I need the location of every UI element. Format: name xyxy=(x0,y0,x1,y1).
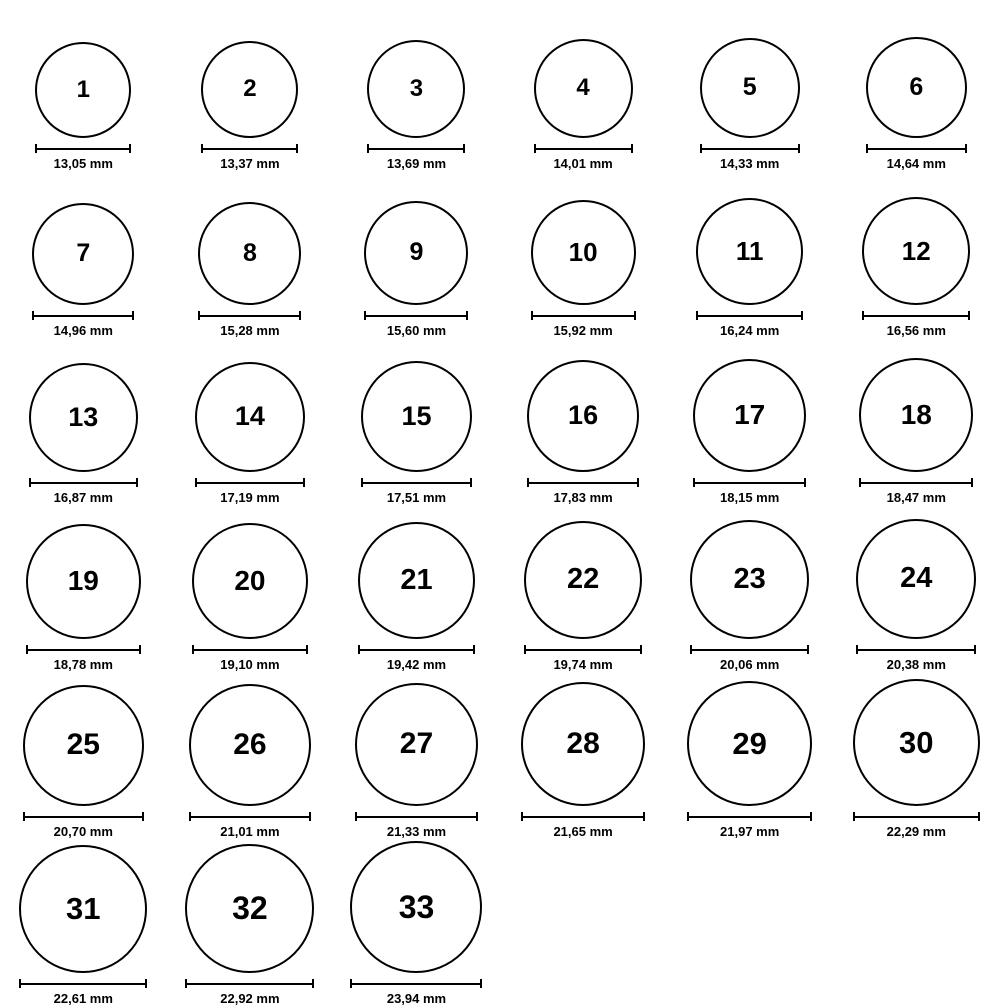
measure-line-icon xyxy=(367,144,465,153)
ring-size-cell[interactable] xyxy=(833,4,1000,171)
diameter-label: 22,29 mm xyxy=(886,823,946,839)
diameter-measure-bar xyxy=(693,478,806,488)
measure-line-icon xyxy=(534,144,633,153)
diameter-measure-bar xyxy=(192,645,308,655)
ring-size-number: 3 xyxy=(409,74,424,102)
diameter-measure-bar xyxy=(853,812,980,822)
measure-line-icon xyxy=(192,645,308,654)
diameter-label: 13,37 mm xyxy=(220,155,280,171)
ring-row xyxy=(0,505,1000,672)
ring-size-number: 20 xyxy=(234,564,266,596)
diameter-label: 21,65 mm xyxy=(553,823,613,839)
ring-size-cell[interactable] xyxy=(0,839,167,1006)
diameter-label: 17,83 mm xyxy=(553,489,613,505)
diameter-label: 19,74 mm xyxy=(553,656,613,672)
diameter-measure-bar xyxy=(521,812,645,822)
ring-row xyxy=(0,4,1000,171)
ring-size-number: 1 xyxy=(76,75,90,103)
measure-line-icon xyxy=(189,812,311,821)
diameter-label: 21,97 mm xyxy=(720,823,780,839)
ring-circle-icon xyxy=(534,39,633,138)
ring-size-cell[interactable] xyxy=(500,171,667,338)
diameter-label: 18,47 mm xyxy=(886,489,946,505)
diameter-measure-bar xyxy=(527,478,639,488)
measure-line-icon xyxy=(853,812,980,821)
ring-size-cell[interactable] xyxy=(833,171,1000,338)
ring-circle-icon xyxy=(524,521,642,639)
measure-line-icon xyxy=(862,311,970,320)
measure-line-icon xyxy=(29,478,138,487)
ring-size-number: 17 xyxy=(734,399,766,431)
ring-circle-wrap xyxy=(195,362,305,472)
diameter-measure-bar xyxy=(364,311,468,321)
diameter-measure-bar xyxy=(26,645,141,655)
ring-circle-icon xyxy=(358,522,475,639)
ring-size-number: 18 xyxy=(900,398,932,430)
measure-line-icon xyxy=(693,478,806,487)
ring-circle-wrap xyxy=(19,845,147,973)
ring-circle-wrap xyxy=(192,523,308,639)
ring-size-cell[interactable] xyxy=(0,171,167,338)
ring-circle-icon xyxy=(700,38,800,138)
diameter-label: 19,42 mm xyxy=(386,656,447,672)
ring-circle-wrap xyxy=(355,683,478,806)
diameter-label: 20,70 mm xyxy=(53,823,113,839)
ring-size-cell[interactable] xyxy=(333,171,500,338)
diameter-label: 14,64 mm xyxy=(886,155,946,171)
diameter-measure-bar xyxy=(185,979,314,989)
ring-circle-icon xyxy=(350,841,482,973)
ring-size-cell[interactable] xyxy=(0,4,167,171)
measure-line-icon xyxy=(201,144,298,153)
diameter-measure-bar xyxy=(696,311,803,321)
diameter-measure-bar xyxy=(700,144,800,154)
ring-circle-icon xyxy=(690,520,809,639)
ring-circle-wrap xyxy=(693,359,806,472)
ring-circle-wrap xyxy=(687,681,812,806)
ring-size-number: 14 xyxy=(234,401,265,432)
ring-size-cell[interactable] xyxy=(0,338,167,505)
ring-circle-wrap xyxy=(29,363,138,472)
ring-circle-icon xyxy=(687,681,812,806)
ring-circle-icon xyxy=(693,359,806,472)
ring-circle-icon xyxy=(185,844,314,973)
empty-cell xyxy=(833,839,1000,1006)
ring-size-number: 30 xyxy=(899,724,934,760)
ring-size-number: 13 xyxy=(68,401,99,432)
diameter-measure-bar xyxy=(531,311,636,321)
diameter-label: 16,56 mm xyxy=(886,322,946,338)
ring-circle-icon xyxy=(859,358,973,472)
ring-circle-icon xyxy=(856,519,976,639)
ring-size-number: 5 xyxy=(742,73,757,102)
empty-cell xyxy=(500,839,667,1006)
ring-size-cell[interactable] xyxy=(500,505,667,672)
ring-size-number: 16 xyxy=(568,400,599,431)
measure-line-icon xyxy=(198,311,301,320)
ring-circle-icon xyxy=(696,198,803,305)
ring-circle-icon xyxy=(198,202,301,305)
ring-circle-wrap xyxy=(201,41,298,138)
ring-size-cell[interactable] xyxy=(333,505,500,672)
ring-circle-icon xyxy=(195,362,305,472)
diameter-measure-bar xyxy=(358,645,475,655)
ring-circle-icon xyxy=(355,683,478,806)
diameter-measure-bar xyxy=(367,144,465,154)
ring-circle-wrap xyxy=(358,522,475,639)
ring-size-cell[interactable] xyxy=(167,672,334,839)
ring-size-cell[interactable] xyxy=(167,338,334,505)
ring-size-number: 24 xyxy=(900,562,933,595)
ring-circle-wrap xyxy=(521,682,645,806)
ring-size-cell[interactable] xyxy=(500,4,667,171)
diameter-measure-bar xyxy=(29,478,138,488)
ring-size-cell[interactable] xyxy=(333,839,500,1006)
ring-circle-wrap xyxy=(524,521,642,639)
diameter-label: 18,15 mm xyxy=(720,489,780,505)
ring-row xyxy=(0,171,1000,338)
ring-circle-wrap xyxy=(198,202,301,305)
diameter-measure-bar xyxy=(690,645,809,655)
ring-circle-icon xyxy=(29,363,138,472)
diameter-label: 17,51 mm xyxy=(386,489,447,505)
ring-size-cell[interactable] xyxy=(833,338,1000,505)
diameter-measure-bar xyxy=(201,144,298,154)
ring-circle-icon xyxy=(521,682,645,806)
diameter-label: 18,78 mm xyxy=(53,656,113,672)
ring-size-number: 12 xyxy=(901,235,931,266)
measure-line-icon xyxy=(524,645,642,654)
ring-circle-wrap xyxy=(853,679,980,806)
ring-size-cell[interactable] xyxy=(666,4,833,171)
ring-size-number: 15 xyxy=(401,400,432,431)
diameter-measure-bar xyxy=(859,478,973,488)
ring-circle-wrap xyxy=(866,37,967,138)
measure-line-icon xyxy=(521,812,645,821)
ring-circle-wrap xyxy=(534,39,633,138)
ring-size-number: 25 xyxy=(66,728,100,762)
measure-line-icon xyxy=(35,144,131,153)
ring-circle-icon xyxy=(192,523,308,639)
ring-size-number: 11 xyxy=(735,236,764,267)
ring-size-cell[interactable] xyxy=(167,171,334,338)
ring-size-number: 4 xyxy=(576,74,590,102)
ring-size-cell[interactable] xyxy=(333,4,500,171)
diameter-label: 22,61 mm xyxy=(53,990,113,1006)
diameter-measure-bar xyxy=(524,645,642,655)
ring-circle-wrap xyxy=(189,684,311,806)
ring-size-number: 7 xyxy=(76,239,91,268)
ring-circle-icon xyxy=(361,361,472,472)
ring-circle-wrap xyxy=(361,361,472,472)
diameter-label: 14,01 mm xyxy=(553,155,613,171)
ring-size-cell[interactable] xyxy=(167,4,334,171)
diameter-label: 22,92 mm xyxy=(220,990,280,1006)
ring-size-number: 33 xyxy=(398,888,435,925)
ring-size-number: 29 xyxy=(732,725,767,761)
measure-line-icon xyxy=(355,812,478,821)
diameter-measure-bar xyxy=(350,979,482,989)
measure-line-icon xyxy=(32,311,134,320)
ring-size-cell[interactable] xyxy=(0,505,167,672)
ring-size-cell[interactable] xyxy=(500,338,667,505)
ring-size-cell[interactable] xyxy=(666,338,833,505)
measure-line-icon xyxy=(26,645,141,654)
empty-cell xyxy=(666,839,833,1006)
ring-circle-icon xyxy=(26,524,141,639)
ring-size-cell[interactable] xyxy=(833,672,1000,839)
diameter-measure-bar xyxy=(866,144,967,154)
ring-size-number: 2 xyxy=(243,75,257,103)
ring-circle-wrap xyxy=(700,38,800,138)
ring-size-number: 31 xyxy=(66,891,101,927)
ring-circle-icon xyxy=(531,200,636,305)
diameter-measure-bar xyxy=(862,311,970,321)
diameter-measure-bar xyxy=(534,144,633,154)
measure-line-icon xyxy=(856,645,976,654)
measure-line-icon xyxy=(19,979,147,988)
ring-row xyxy=(0,672,1000,839)
ring-circle-icon xyxy=(364,201,468,305)
measure-line-icon xyxy=(195,478,305,487)
ring-circle-icon xyxy=(189,684,311,806)
ring-circle-wrap xyxy=(35,42,131,138)
ring-circle-wrap xyxy=(350,841,482,973)
diameter-measure-bar xyxy=(687,812,812,822)
diameter-label: 13,69 mm xyxy=(386,155,447,171)
measure-line-icon xyxy=(527,478,639,487)
diameter-label: 20,06 mm xyxy=(720,656,780,672)
ring-size-cell[interactable] xyxy=(833,505,1000,672)
ring-circle-wrap xyxy=(32,203,134,305)
ring-size-number: 28 xyxy=(566,726,600,760)
ring-size-cell[interactable] xyxy=(0,672,167,839)
diameter-label: 14,33 mm xyxy=(720,155,780,171)
diameter-measure-bar xyxy=(23,812,144,822)
diameter-label: 21,33 mm xyxy=(386,823,447,839)
ring-circle-wrap xyxy=(862,197,970,305)
diameter-label: 16,24 mm xyxy=(720,322,780,338)
measure-line-icon xyxy=(700,144,800,153)
ring-size-number: 8 xyxy=(242,238,257,267)
measure-line-icon xyxy=(690,645,809,654)
ring-circle-icon xyxy=(32,203,134,305)
ring-circle-wrap xyxy=(23,685,144,806)
diameter-label: 17,19 mm xyxy=(220,489,280,505)
ring-circle-icon xyxy=(866,37,967,138)
diameter-measure-bar xyxy=(189,812,311,822)
ring-circle-wrap xyxy=(26,524,141,639)
ring-circle-wrap xyxy=(527,360,639,472)
ring-circle-icon xyxy=(201,41,298,138)
ring-row xyxy=(0,338,1000,505)
measure-line-icon xyxy=(364,311,468,320)
measure-line-icon xyxy=(358,645,475,654)
ring-circle-icon xyxy=(35,42,131,138)
measure-line-icon xyxy=(531,311,636,320)
ring-circle-wrap xyxy=(364,201,468,305)
diameter-measure-bar xyxy=(355,812,478,822)
ring-circle-wrap xyxy=(696,198,803,305)
ring-size-number: 19 xyxy=(67,565,99,597)
ring-size-number: 27 xyxy=(399,727,434,761)
diameter-label: 15,92 mm xyxy=(553,322,613,338)
diameter-measure-bar xyxy=(32,311,134,321)
diameter-measure-bar xyxy=(361,478,472,488)
diameter-label: 19,10 mm xyxy=(220,656,280,672)
ring-size-cell[interactable] xyxy=(167,839,334,1006)
measure-line-icon xyxy=(687,812,812,821)
ring-size-cell[interactable] xyxy=(500,672,667,839)
diameter-measure-bar xyxy=(19,979,147,989)
diameter-measure-bar xyxy=(195,478,305,488)
measure-line-icon xyxy=(23,812,144,821)
ring-size-number: 10 xyxy=(568,237,598,268)
diameter-label: 21,01 mm xyxy=(220,823,280,839)
ring-circle-icon xyxy=(367,40,465,138)
ring-size-cell[interactable] xyxy=(333,338,500,505)
diameter-measure-bar xyxy=(198,311,301,321)
measure-line-icon xyxy=(350,979,482,988)
measure-line-icon xyxy=(696,311,803,320)
ring-size-cell[interactable] xyxy=(666,171,833,338)
ring-size-number: 32 xyxy=(232,890,268,927)
ring-circle-wrap xyxy=(531,200,636,305)
ring-row xyxy=(0,839,1000,1006)
ring-circle-wrap xyxy=(185,844,314,973)
ring-size-number: 23 xyxy=(733,562,766,595)
diameter-measure-bar xyxy=(856,645,976,655)
ring-size-number: 6 xyxy=(909,72,924,101)
diameter-label: 15,60 mm xyxy=(386,322,447,338)
ring-size-number: 21 xyxy=(400,563,433,596)
ring-size-number: 22 xyxy=(566,563,600,596)
ring-circle-wrap xyxy=(856,519,976,639)
ring-circle-wrap xyxy=(367,40,465,138)
ring-circle-icon xyxy=(19,845,147,973)
ring-size-cell[interactable] xyxy=(666,505,833,672)
diameter-label: 20,38 mm xyxy=(886,656,946,672)
ring-circle-icon xyxy=(853,679,980,806)
ring-circle-wrap xyxy=(690,520,809,639)
ring-circle-icon xyxy=(862,197,970,305)
ring-circle-wrap xyxy=(859,358,973,472)
measure-line-icon xyxy=(859,478,973,487)
measure-line-icon xyxy=(866,144,967,153)
diameter-label: 13,05 mm xyxy=(53,155,113,171)
diameter-label: 15,28 mm xyxy=(220,322,280,338)
ring-circle-icon xyxy=(23,685,144,806)
diameter-label: 14,96 mm xyxy=(53,322,113,338)
ring-size-number: 26 xyxy=(233,727,267,761)
measure-line-icon xyxy=(361,478,472,487)
ring-size-cell[interactable] xyxy=(167,505,334,672)
diameter-label: 23,94 mm xyxy=(386,990,447,1006)
diameter-label: 16,87 mm xyxy=(53,489,113,505)
diameter-measure-bar xyxy=(35,144,131,154)
ring-size-number: 9 xyxy=(409,238,424,267)
ring-circle-icon xyxy=(527,360,639,472)
ring-size-cell[interactable] xyxy=(666,672,833,839)
ring-size-cell[interactable] xyxy=(333,672,500,839)
measure-line-icon xyxy=(185,979,314,988)
